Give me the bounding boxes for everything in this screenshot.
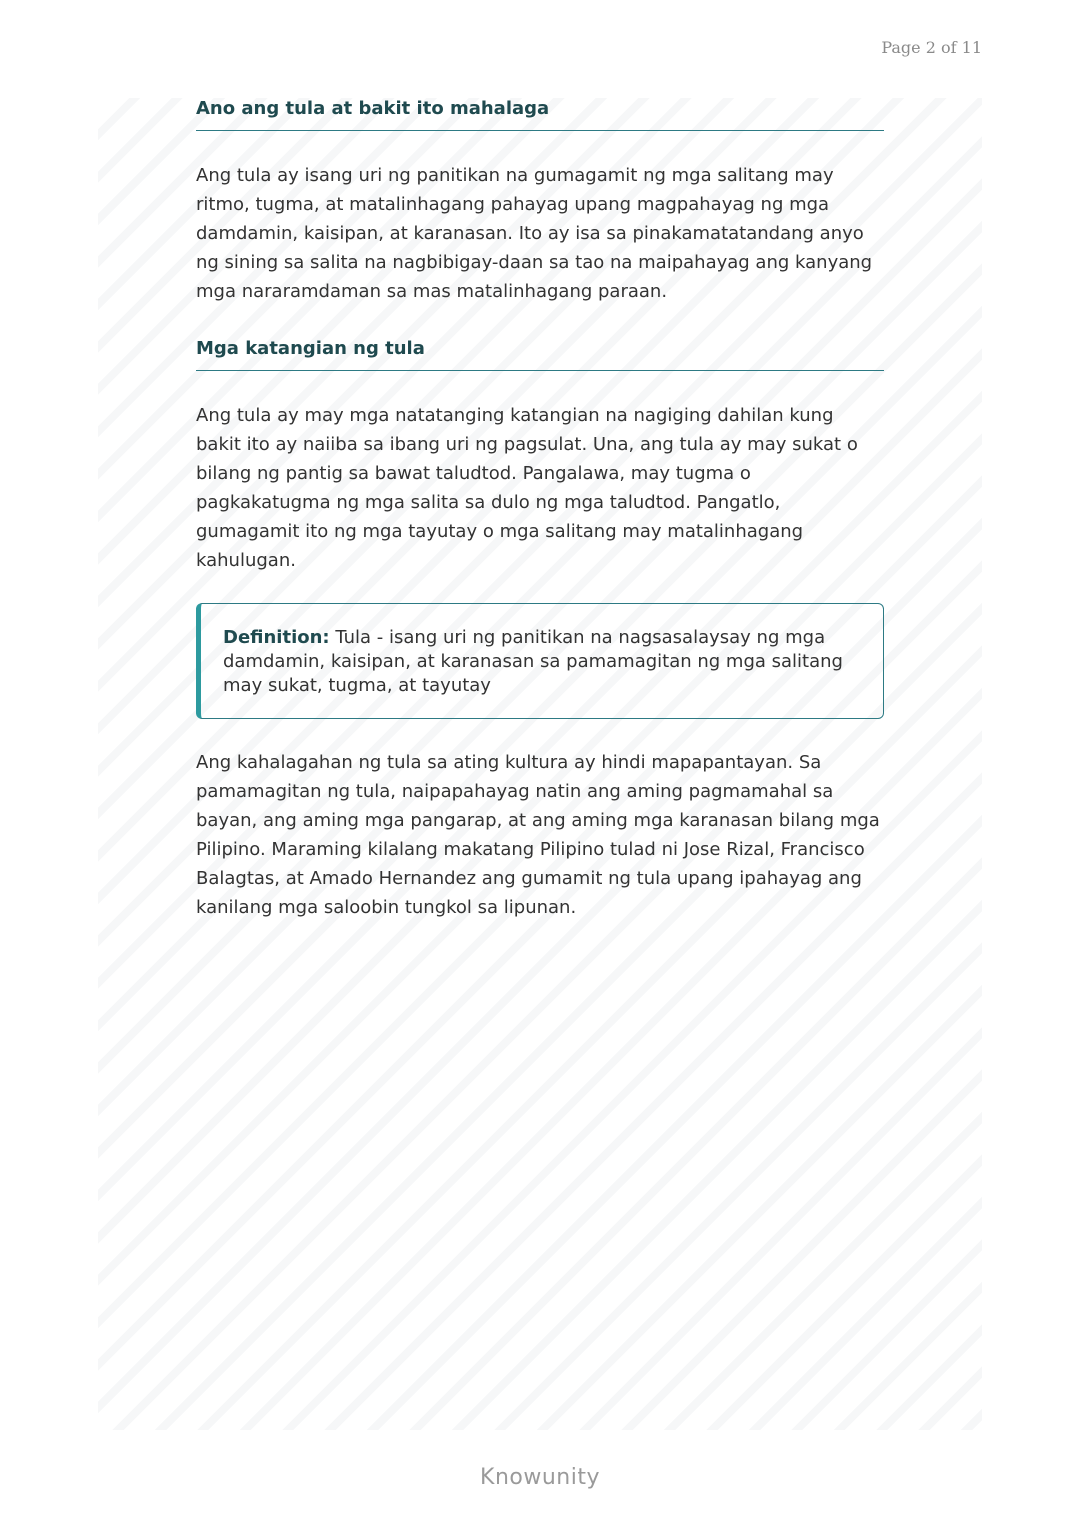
definition-label: Definition: bbox=[223, 627, 330, 648]
footer-brand: Knowunity bbox=[480, 1465, 600, 1490]
section-heading-katangian: Mga katangian ng tula bbox=[196, 335, 884, 371]
paragraph-katangian: Ang tula ay may mga natatanging katangian na nagiging dahilan kung bakit ito ay naiiba sa ibang uri ng pagsulat. Una, ang tula ay may sukat o bilang ng pantig sa bawat taludtod. Pangalawa, may tugma o pagkakatugma ng mga salita sa dulo ng mga taludtod. Pangatlo, gumagamit ito ng mga tayutay o mga salitang may matalinhagang kahulugan. bbox=[196, 405, 858, 571]
section-heading-tula: Ano ang tula at bakit ito mahalaga bbox=[196, 95, 884, 131]
paragraph-kahalagahan: Ang kahalagahan ng tula sa ating kultura ay hindi mapapantayan. Sa pamamagitan ng tula, naipapahayag natin ang aming pagmamahal sa bayan, ang aming mga pangarap, at ang aming mga karanasan bilang mga Pilipino. Maraming kilalang makatang Pilipino tulad ni Jose Rizal, Francisco Balagtas, at Amado Hernandez ang gumamit ng tula upang ipahayag ang kanilang mga saloobin tungkol sa lipunan. bbox=[196, 752, 880, 918]
definition-box bbox=[196, 603, 884, 719]
document-body bbox=[196, 95, 884, 922]
page-number: Page 2 of 11 bbox=[881, 38, 982, 57]
definition-text: Tula - isang uri ng panitikan na nagsasalaysay ng mga damdamin, kaisipan, at karanasan sa pamamagitan ng mga salitang may sukat, tugma, at tayutay bbox=[223, 627, 843, 696]
paragraph-intro: Ang tula ay isang uri ng panitikan na gumagamit ng mga salitang may ritmo, tugma, at matalinhagang pahayag upang magpahayag ng mga damdamin, kaisipan, at karanasan. Ito ay isa sa pinakamatatandang anyo ng sining sa salita na nagbibigay-daan sa tao na maipahayag ang kanyang mga nararamdaman sa mas matalinhagang paraan. bbox=[196, 165, 873, 302]
